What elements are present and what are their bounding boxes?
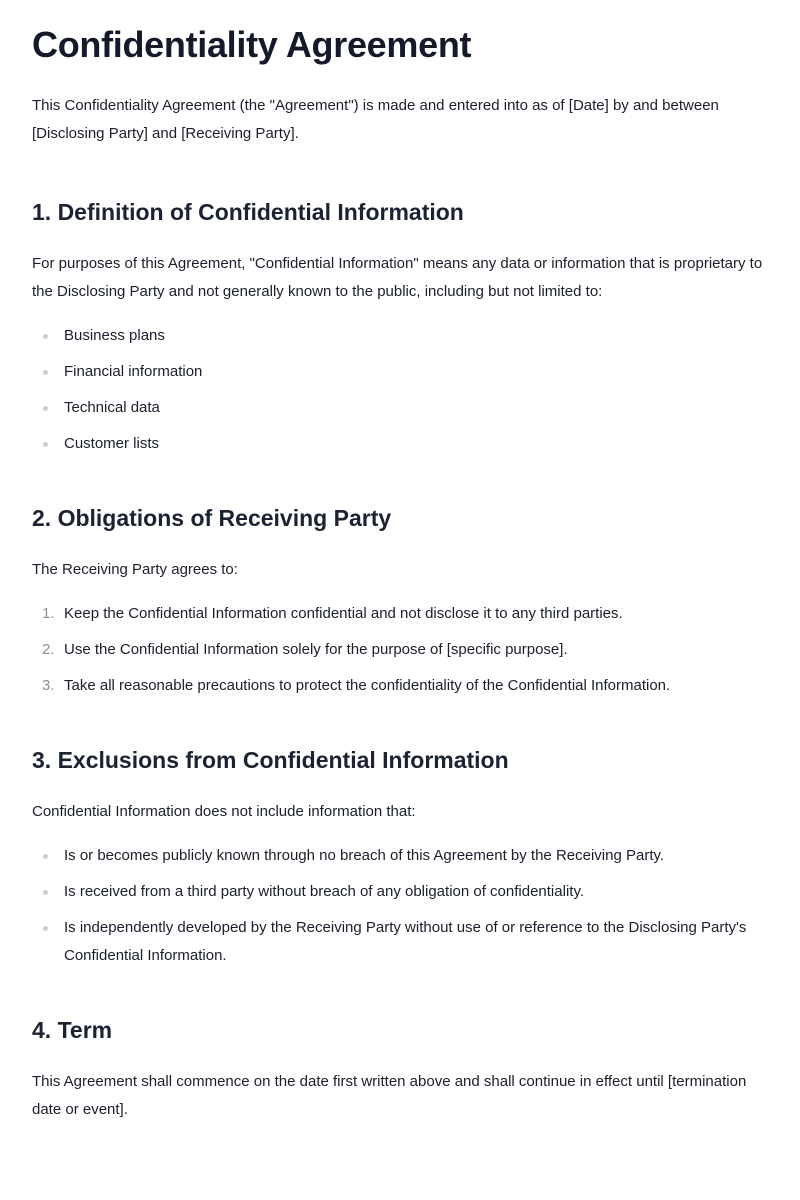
bullet-icon [43,442,48,447]
list-item-text: Is or becomes publicly known through no breach of this Agreement by the Receiving Party. [64,847,665,864]
section-paragraph: The Receiving Party agrees to: [32,561,238,578]
section-obligations [32,502,768,700]
bullet-icon [43,854,48,859]
bullet-icon [43,926,48,931]
list-item [32,672,768,700]
list-number: 1. [42,605,55,622]
list-item [32,394,768,422]
section-exclusions [32,744,768,970]
list-item [32,600,768,628]
list-item-text: Use the Confidential Information solely for the purpose of [specific purpose]. [64,641,568,658]
list-item-text: Technical data [64,399,160,416]
list-item [32,358,768,386]
document-title: Confidentiality Agreement [32,24,472,65]
section-paragraph: Confidential Information does not include information that: [32,803,416,820]
list-number: 2. [42,641,55,658]
section-paragraph: For purposes of this Agreement, "Confidential Information" means any data or information that is proprietary to the Disclosing Party and not generally known to the public, including but not limited to: [32,255,763,300]
list-item [32,430,768,458]
section-paragraph: This Agreement shall commence on the date first written above and shall continue in effect until [termination date or event]. [32,1073,747,1118]
list-item-text: Financial information [64,363,203,380]
list-item [32,878,768,906]
list-item [32,842,768,870]
numbered-list [32,600,768,700]
bullet-icon [43,406,48,411]
bullet-icon [43,890,48,895]
list-item-text: Customer lists [64,435,160,452]
bullet-icon [43,370,48,375]
list-number: 3. [42,677,55,694]
list-item [32,322,768,350]
list-item-text: Keep the Confidential Information confidential and not disclose it to any third parties. [64,605,623,622]
section-heading: 4. Term [32,1017,113,1043]
list-item-text: Take all reasonable precautions to protect the confidentiality of the Confidential Information. [64,677,671,694]
bullet-list [32,322,768,458]
bullet-icon [43,334,48,339]
section-heading: 1. Definition of Confidential Information [32,199,464,225]
list-item-text: Is independently developed by the Receiving Party without use of or reference to the Disclosing Party's Confidential Information. [64,919,747,964]
bullet-list [32,842,768,970]
list-item-text: Business plans [64,327,165,344]
section-definition [32,196,768,458]
section-heading: 2. Obligations of Receiving Party [32,505,392,531]
section-term [32,1014,768,1124]
list-item [32,636,768,664]
intro-paragraph: This Confidentiality Agreement (the "Agreement") is made and entered into as of [Date] by and between [Disclosing Party] and [Receiving Party]. [32,97,719,142]
section-heading: 3. Exclusions from Confidential Information [32,747,509,773]
list-item [32,914,768,970]
list-item-text: Is received from a third party without breach of any obligation of confidentiality. [64,883,584,900]
